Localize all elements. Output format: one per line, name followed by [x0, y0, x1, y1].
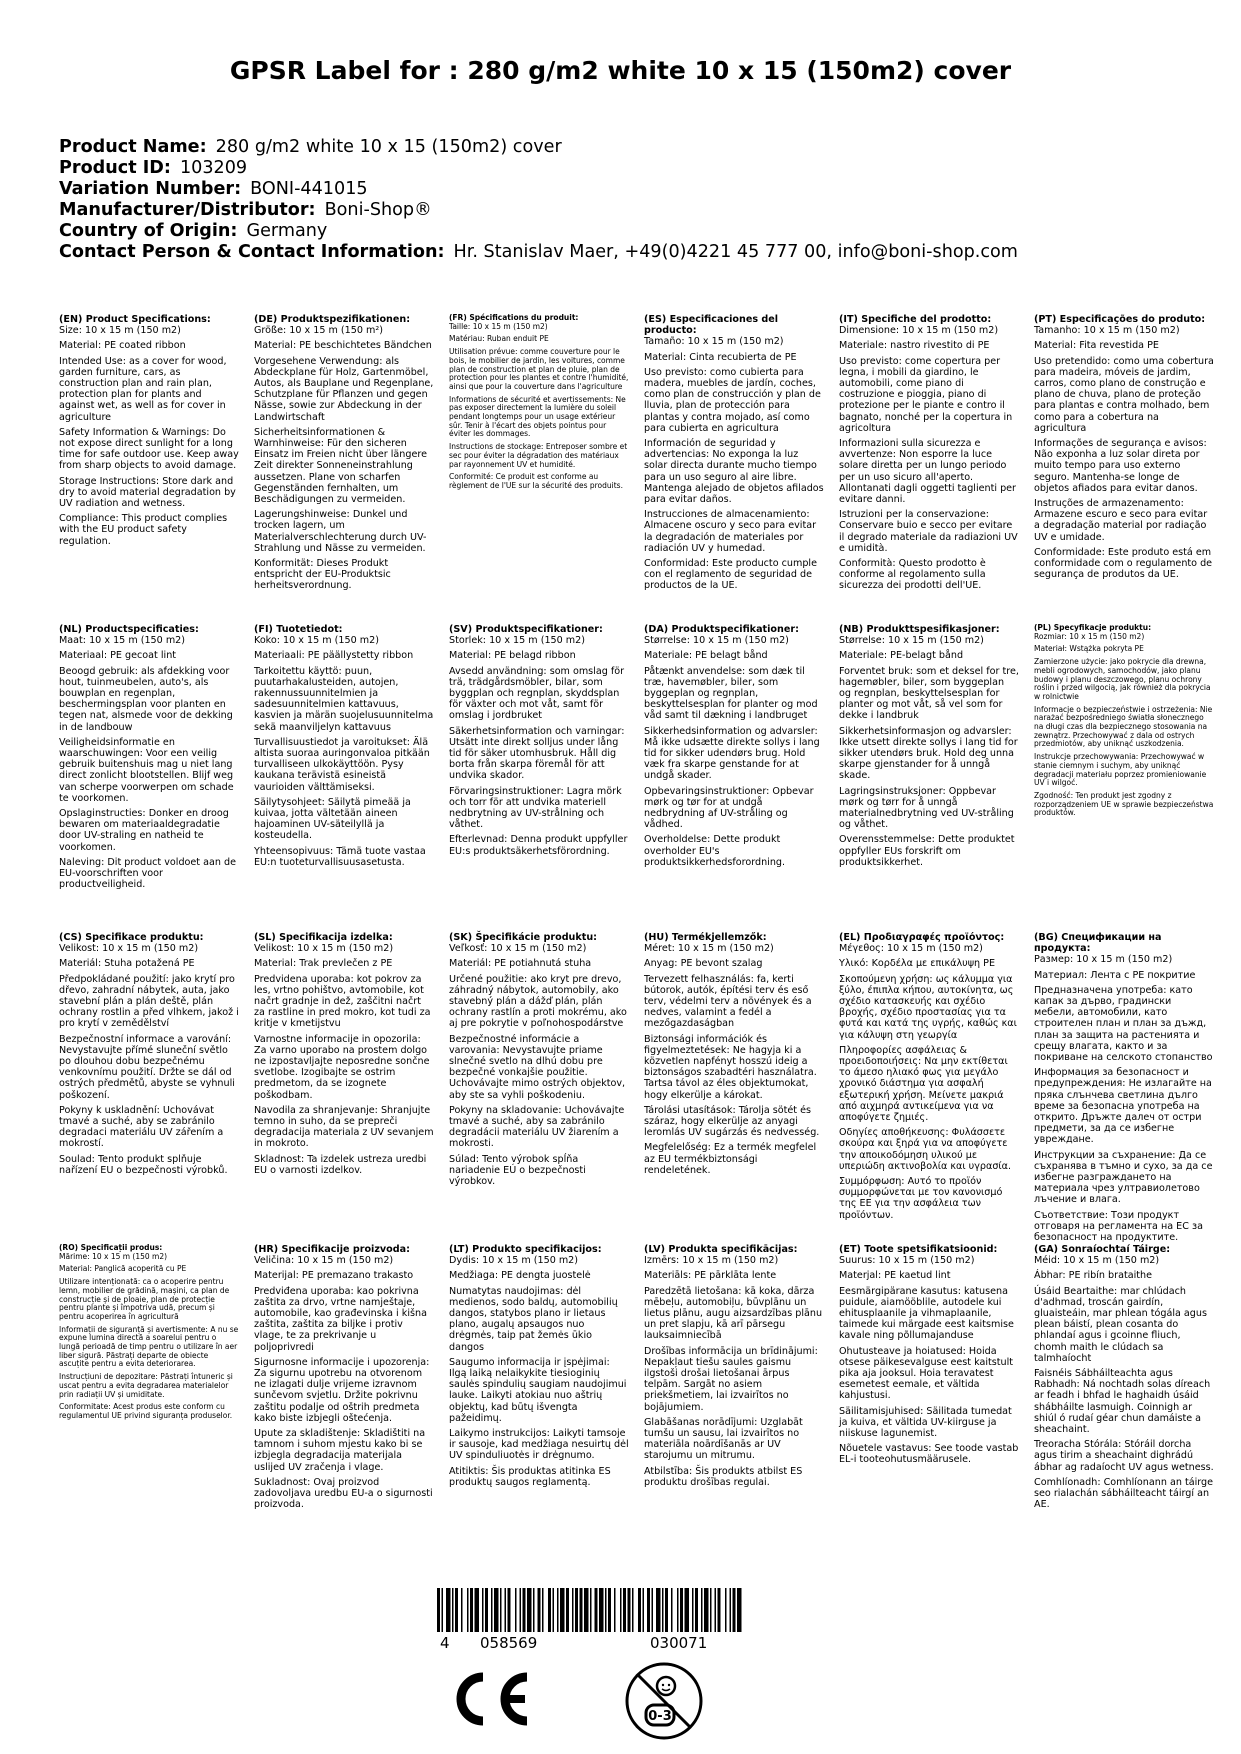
spec-paragraph: Tervezett felhasználás: fa, kerti bútorok, autók, építési terv és eső terv, védelmi terv a növények és a nedves, valamint a fedél a mezőgazdaságban — [644, 973, 812, 1030]
barcode-bar — [467, 1588, 469, 1632]
barcode-bar — [710, 1588, 712, 1632]
spec-paragraph: Efterlevnad: Denna produkt uppfyller EU:s produktsäkerhetsförordning. — [449, 834, 628, 857]
barcode-bar — [599, 1588, 604, 1632]
spec-heading: (NB) Produkttspesifikasjoner: — [839, 624, 1000, 635]
spec-paragraph: Yhteensopivuus: Tämä tuote vastaa EU:n tuoteturvallisuusasetusta. — [254, 845, 426, 868]
barcode-bar — [614, 1588, 616, 1632]
barcode-bar — [566, 1588, 569, 1632]
spec-heading: (LT) Produkto specifikacijos: — [449, 1244, 602, 1255]
contact-label: Contact Person & Contact Information: — [59, 242, 445, 262]
spec-paragraph: Anyag: PE bevont szalag — [644, 958, 763, 970]
spec-paragraph: Safety Information & Warnings: Do not expose direct sunlight for a long time for safe outdoor use. Keep away from sharp objects to avoid damage. — [59, 426, 239, 472]
variation-number-row — [59, 179, 1018, 200]
spec-heading: (EL) Προδιαγραφές προϊόντος: — [839, 932, 1005, 943]
barcode — [437, 1588, 747, 1636]
spec-block — [254, 1244, 434, 1514]
spec-paragraph: Informacje o bezpieczeństwie i ostrzeżenia: Nie narażać bezpośredniego światła słonecznego na długi czas dla bezpiecznego stosowania na zewnątrz. Przechowywać z dala od ostrych przedmiotów, aby uniknąć uszkodzenia. — [1034, 704, 1213, 749]
spec-block — [839, 314, 1019, 596]
spec-paragraph: Naleving: Dit product voldoet aan de EU-voorschriften voor productveiligheid. — [59, 856, 236, 891]
spec-paragraph: Vorgesehene Verwendung: als Abdeckplane für Holz, Gartenmöbel, Autos, als Bauplane und Regenplane, Schutzplane für Pflanzen und gegen Nässe, sowie zur Abdeckung in der Landwirtschaft — [254, 355, 434, 423]
spec-heading: (LV) Produkta specifikācijas: — [644, 1244, 798, 1255]
spec-block — [644, 932, 824, 1180]
spec-paragraph: Overholdelse: Dette produkt overholder EU's produktsikkerhedsforordning. — [644, 834, 786, 868]
spec-heading: (DA) Produktspecifikationer: — [644, 624, 799, 635]
spec-paragraph: Turvallisuustiedot ja varoitukset: Älä altista suoraa auringonvaloa pitkään turvalliseen ulkokäyttöön. Pysy kaukana terävistä esineistä vaurioiden välttämiseksi. — [254, 736, 430, 793]
spec-paragraph: Faisnéis Sábháilteachta agus Rabhadh: Ná nochtadh solas díreach ar feadh i bhfad le haghaidh úsáid shábháilte lasmuigh. Coinnigh ar shiúl ó rudaí géar chun damáiste a sheachaint. — [1034, 1368, 1211, 1436]
spec-block — [254, 624, 434, 872]
spec-paragraph: Atbilstība: Šis produkts atbilst ES produktu drošības regulai. — [644, 1465, 803, 1488]
barcode-bar — [685, 1588, 690, 1632]
spec-paragraph: Lagringsinstruksjoner: Oppbevar mørk og tørr for å unngå materialnedbrytning ved UV-stråling og våthet. — [839, 785, 1014, 831]
barcode-bar — [704, 1588, 709, 1632]
spec-paragraph: Zgodność: Ten produkt jest zgodny z rozporządzeniem UE w sprawie bezpieczeństwa produktów. — [1034, 790, 1214, 818]
spec-paragraph: Medžiaga: PE dengta juostelė — [449, 1270, 591, 1282]
spec-block — [1034, 624, 1214, 822]
spec-paragraph: Material: PE belagd ribbon — [449, 650, 576, 662]
spec-heading: (NL) Productspecificaties: — [59, 624, 199, 635]
spec-heading: (CS) Specifikace produktu: — [59, 932, 204, 943]
product-name-value: 280 g/m2 white 10 x 15 (150m2) cover — [215, 137, 562, 157]
barcode-bar — [662, 1588, 664, 1632]
spec-paragraph: Materiaal: PE gecoat lint — [59, 650, 177, 662]
spec-block — [839, 1244, 1019, 1470]
spec-paragraph: Eesmärgipärane kasutus: katusena puidule, aiamööblile, autodele kui ehitusplaanile ja vihmaplaanile, taimede kui märgade eest kaitsmise kavale ning põllumajanduse — [839, 1285, 1014, 1342]
spec-paragraph: Treoracha Stórála: Stóráil dorcha agus tirim a sheachaint dighrádú ábhar ag radaíocht UV agus wetness. — [1034, 1439, 1214, 1473]
spec-paragraph: Säilytysohjeet: Säilytä pimeää ja kuivaa, jotta vältetään aineen hajoaminen UV-säteilyllä ja kosteudella. — [254, 796, 411, 842]
spec-paragraph: Material: Panglică acoperită cu PE — [59, 1264, 187, 1274]
spec-heading: (GA) Sonraíochtaí Táirge: — [1034, 1244, 1171, 1255]
spec-paragraph: Informazioni sulla sicurezza e avvertenze: Non esporre la luce solare diretta per un lungo periodo per un uso sicuro all'aperto. Allontanati dagli oggetti taglienti per evitare danni. — [839, 438, 1017, 506]
page-title: GPSR Label for : 280 g/m2 white 10 x 15 (150m2) cover — [229, 56, 1012, 85]
spec-block — [59, 1244, 239, 1425]
product-id-label: Product ID: — [59, 158, 171, 178]
spec-paragraph: Megfelelőség: Ez a termék megfelel az EU termékbiztonsági rendeletének. — [644, 1142, 817, 1176]
spec-paragraph: Bezpečnostní informace a varování: Nevystavujte přímé sluneční světlo po dlouhou dobu bezpečnému venkovnímu použití. Držte se dál od ostrých předmětů, abyste se vyhnuli poškození. — [59, 1033, 235, 1101]
barcode-bar — [575, 1588, 578, 1632]
spec-paragraph: Säilitamisjuhised: Säilitada tumedat ja kuiva, et vältida UV-kiirguse ja niiskuse lagunemist. — [839, 1405, 1012, 1440]
spec-paragraph: Σκοπούμενη χρήση: ως κάλυμμα για ξύλο, έπιπλα κήπου, αυτοκίνητα, ως σχέδιο κατασκευής και σχέδιο βροχής, σχέδιο προστασίας για τα φυτά και κατά της υγρής, καθώς και για κάλυψη στη γεωργία — [839, 973, 1017, 1041]
spec-paragraph: Dimensione: 10 x 15 m (150 m2) — [839, 325, 999, 337]
spec-paragraph: Méid: 10 x 15 m (150 m2) — [1034, 1255, 1160, 1267]
spec-paragraph: Glabāšanas norādījumi: Uzglabāt tumšu un sausu, lai izvairītos no materiāla noārdīšanās ar UV starojumu un mitrumu. — [644, 1416, 803, 1462]
barcode-bar — [553, 1588, 555, 1632]
spec-paragraph: Materiał: Wstążka pokryta PE — [1034, 644, 1144, 654]
spec-paragraph: Размер: 10 x 15 m (150 m2) — [1034, 954, 1173, 966]
spec-paragraph: Informații de siguranță și avertismente: A nu se expune lumina directă a soarelui pentru o lungă perioadă de timp pentru o utilizare în aer liber sigură. Păstrați departe de obiecte ascuțite pentru a evita deteriorarea. — [59, 1324, 239, 1369]
barcode-bar — [730, 1588, 732, 1632]
spec-paragraph: Μέγεθος: 10 x 15 m (150 m2) — [839, 943, 983, 955]
barcode-bar — [442, 1588, 444, 1632]
spec-paragraph: Instructions de stockage: Entreposer sombre et sec pour éviter la dégradation des matériaux par rayonnement UV et humidité. — [449, 442, 628, 469]
spec-block — [839, 932, 1019, 1225]
barcode-bar — [557, 1588, 559, 1632]
manufacturer-row — [59, 200, 1018, 221]
spec-paragraph: Materiāls: PE pārklāta lente — [644, 1270, 777, 1282]
spec-paragraph: Conformità: Questo prodotto è conforme al regolamento sulla sicurezza dei prodotti dell'UE. — [839, 558, 986, 592]
spec-heading: (ET) Toote spetsifikatsioonid: — [839, 1244, 998, 1255]
spec-paragraph: Saugumo informacija ir įspėjimai: Ilgą laiką nelaikykite tiesioginių saulės spindulių saugiam naudojimui lauke. Laikyti atokiau nuo aštrių objektų, kad būtų išvengta pažeidimų. — [449, 1356, 627, 1424]
spec-paragraph: Uso previsto: como cubierta para madera, muebles de jardín, coches, como plan de construcción y plan de lluvia, plan de protección para plantas y contra mojado, así como para cubierta en agricultura — [644, 366, 821, 434]
spec-heading: (PL) Specyfikacje produktu: — [1034, 623, 1152, 632]
spec-paragraph: Tarkoitettu käyttö: puun, puutarhakalusteiden, autojen, rakennussuunnitelmien ja sadesuunnitelmien kattavuus, kasvien ja märän suojelusuunnitelma sekä maanviljelyn kattavuus — [254, 665, 434, 733]
ce-mark-icon — [453, 1669, 535, 1733]
spec-block — [254, 314, 434, 596]
spec-paragraph: Konformität: Dieses Produkt entspricht der EU-Produktsic herheitsverordnung. — [254, 558, 391, 592]
spec-paragraph: Material: Fita revestida PE — [1034, 340, 1159, 352]
spec-paragraph: Material: PE coated ribbon — [59, 340, 186, 352]
spec-paragraph: Varnostne informacije in opozorila: Za varno uporabo na prostem dolgo ne izpostavljajte neposredne sončne svetlobe. Izogibajte se ostrim predmetom, da se izognete poškodbam. — [254, 1033, 430, 1101]
spec-paragraph: Informações de segurança e avisos: Não exponha a luz solar direta por muito tempo para uso externo seguro. Mantenha-se longe de objetos afiados para evitar danos. — [1034, 438, 1207, 494]
spec-paragraph: Uso previsto: come copertura per legna, i mobili da giardino, le automobili, come piano di costruzione e pioggia, piano di protezione per le piante e contro il bagnato, nonché per la copertura in agricoltura — [839, 355, 1013, 434]
barcode-bar — [701, 1588, 703, 1632]
spec-heading: (SV) Produktspecifikationer: — [449, 624, 603, 635]
barcode-bar — [605, 1588, 607, 1632]
variation-number-value: BONI-441015 — [250, 179, 368, 199]
barcode-bars — [437, 1588, 747, 1632]
spec-paragraph: Pokyny k uskladnění: Uchovávat tmavé a suché, aby se zabránilo degradaci materiálu UV zářením a mokrostí. — [59, 1104, 224, 1150]
spec-paragraph: Rozmiar: 10 x 15 m (150 m2) — [1034, 631, 1145, 641]
spec-paragraph: Dydis: 10 x 15 m (150 m2) — [449, 1255, 579, 1267]
not-for-children-0-3-icon — [623, 1660, 705, 1746]
barcode-bar — [515, 1588, 517, 1632]
spec-paragraph: Materjal: PE kaetud lint — [839, 1270, 951, 1282]
barcode-bar — [733, 1588, 736, 1632]
spec-heading: (SL) Specifikacija izdelka: — [254, 932, 393, 943]
spec-paragraph: Ohutusteave ja hoiatused: Hoida otsese päikesevalguse eest kaitstult pika aja jooksul. Hoia teravatest esemetest eemale, et vältida kahjustusi. — [839, 1345, 1014, 1402]
spec-paragraph: Velikost: 10 x 15 m (150 m2) — [59, 943, 199, 955]
spec-paragraph: Navodila za shranjevanje: Shranjujte temno in suho, da se prepreči degradacija materiala z UV sevanjem in mokroto. — [254, 1104, 434, 1150]
spec-paragraph: Tárolási utasítások: Tárolja sötét és száraz, hogy elkerülje az anyagi leromlás UV sugárzás és nedvesség. — [644, 1104, 820, 1139]
barcode-bar — [677, 1588, 679, 1632]
barcode-bar — [590, 1588, 592, 1632]
barcode-bar — [533, 1588, 535, 1632]
spec-paragraph: Méret: 10 x 15 m (150 m2) — [644, 943, 774, 955]
spec-paragraph: Soulad: Tento produkt splňuje nařízení EU o bezpečnosti výrobků. — [59, 1153, 228, 1176]
barcode-bar — [470, 1588, 473, 1632]
barcode-bar — [632, 1588, 634, 1632]
spec-block — [1034, 314, 1214, 584]
spec-block — [449, 932, 629, 1191]
spec-paragraph: Instrucciones de almacenamiento: Almacene oscuro y seco para evitar la degradación de materiales por radiación UV y humedad. — [644, 509, 817, 554]
spec-paragraph: Opbevaringsinstruktioner: Opbevar mørk og tør for at undgå nedbrydning af UV-stråling og vådhed. — [644, 785, 814, 831]
spec-paragraph: Påtænkt anvendelse: som dæk til træ, havemøbler, biler, som byggeplan og regnplan, beskyttelsesplan for planter og mod våd samt til dækning i landbruget — [644, 665, 818, 722]
barcode-bar — [452, 1588, 454, 1632]
spec-heading: (DE) Produktspezifikationen: — [254, 314, 411, 325]
product-id-value: 103209 — [179, 158, 248, 178]
spec-paragraph: Predviđena uporaba: kao pokrivna zaštita za drvo, vrtne namještaje, automobile, kao građevinska i kišna zaštita, zaštita za biljke i protiv vlage, te za prekrivanje u poljoprivredi — [254, 1285, 427, 1353]
spec-block — [449, 624, 629, 861]
barcode-bar — [505, 1588, 507, 1632]
spec-paragraph: Material: PE beschichtetes Bändchen — [254, 340, 432, 352]
spec-heading: (RO) Specificații produs: — [59, 1243, 163, 1252]
spec-paragraph: Opslaginstructies: Donker en droog bewaren om materiaaldegradatie door UV-straling en natheid te voorkomen. — [59, 808, 229, 853]
spec-paragraph: Forventet bruk: som et deksel for tre, hagemøbler, biler, som byggeplan og regnplan, beskyttelsesplan for planter og mot våt, så vel som for dekke i landbruk — [839, 665, 1019, 722]
spec-paragraph: Bezpečnostné informácie a varovania: Nevystavujte priame slnečné svetlo na dlhú dobu pre bezpečné vonkajšie použitie. Uchovávajte mimo ostrých objektov, aby ste sa vyhli poškodeniu. — [449, 1033, 626, 1101]
spec-paragraph: Uso pretendido: como uma cobertura para madeira, móveis de jardim, carros, como plano de construção e plano de chuva, plano de proteção para plantas e contra molhado, bem como para a cobertura na agricultura — [1034, 355, 1214, 434]
barcode-bar — [718, 1588, 721, 1632]
spec-paragraph: Istruzioni per la conservazione: Conservare buio e secco per evitare il degrado materiale da radiazioni UV e umidità. — [839, 509, 1018, 554]
spec-paragraph: Pokyny na skladovanie: Uchovávajte tmavé a suché, aby sa zabránilo degradácii materiálu UV žiarením a mokrosti. — [449, 1104, 625, 1150]
spec-paragraph: Størrelse: 10 x 15 m (150 m2) — [839, 635, 984, 647]
spec-block — [254, 932, 434, 1180]
barcode-bar — [494, 1588, 499, 1632]
barcode-bar — [446, 1588, 451, 1632]
contact-row — [59, 242, 1018, 263]
spec-paragraph: Koko: 10 x 15 m (150 m2) — [254, 635, 379, 647]
barcode-bar — [572, 1588, 574, 1632]
spec-paragraph: Materijal: PE premazano trakasto — [254, 1270, 414, 1282]
product-info — [59, 137, 1018, 263]
product-id-row — [59, 158, 1018, 179]
barcode-group-1: 058569 — [480, 1634, 538, 1652]
spec-paragraph: Nõuetele vastavus: See toode vastab EL-i tooteohutusmäärusele. — [839, 1443, 1019, 1466]
barcode-bar — [652, 1588, 654, 1632]
barcode-bar — [461, 1588, 463, 1632]
barcode-bar — [737, 1588, 742, 1632]
spec-paragraph: Οδηγίες αποθήκευσης: Φυλάσσετε σκούρα και ξηρά για να αποφύγετε την αποικοδόμηση υλικού με υπεριώδη ακτινοβολία και υγρασία. — [839, 1127, 1012, 1172]
barcode-bar — [680, 1588, 683, 1632]
spec-paragraph: Informations de sécurité et avertissements: Ne pas exposer directement la lumière du soleil pendant longtemps pour un usage extérieur sûr. Tenir à l'écart des objets pointus pour éviter les dommages. — [449, 394, 626, 439]
country-label: Country of Origin: — [59, 221, 238, 241]
spec-paragraph: Информация за безопасност и предупреждения: Не излагайте на пряка слънчева светлина дълго време за безопасна употреба на открито. Дръжте далеч от остри предмети, за да се избегне увреждане. — [1034, 1067, 1212, 1146]
spec-heading: (FI) Tuotetiedot: — [254, 624, 343, 635]
spec-heading: (HU) Termékjellemzők: — [644, 932, 767, 943]
spec-paragraph: Úsáid Beartaithe: mar chlúdach d'adhmad, troscán gairdín, gluaisteáin, mar phlean tógála agus plean báistí, plean cosanta do phlandaí agus i gcoinne fliuch, chomh maith le clúdach sa talmhaíocht — [1034, 1285, 1207, 1364]
spec-paragraph: Storage Instructions: Store dark and dry to avoid material degradation by UV radiation and wetness. — [59, 475, 236, 510]
barcode-bar — [560, 1588, 565, 1632]
spec-block — [644, 1244, 824, 1492]
barcode-bar — [475, 1588, 480, 1632]
barcode-bar — [643, 1588, 645, 1632]
spec-paragraph: Určené použitie: ako kryt pre drevo, záhradný nábytok, automobily, ako stavebný plán a dážď plán, plán ochrany rastlín a proti mokrému, ako aj pre pokrytie v poľnohospodárstve — [449, 973, 627, 1030]
barcode-bar — [523, 1588, 526, 1632]
spec-heading: (PT) Especificações do produto: — [1034, 314, 1206, 325]
barcode-bar — [455, 1588, 458, 1632]
spec-paragraph: Sukladnost: Ovaj proizvod zadovoljava uredbu EU-a o sigurnosti proizvoda. — [254, 1476, 433, 1511]
spec-paragraph: Material: Trak prevlečen z PE — [254, 958, 393, 970]
barcode-bar — [638, 1588, 641, 1632]
spec-paragraph: Πληροφορίες ασφάλειας & προειδοποιήσεις: Να μην εκτίθεται το άμεσο ηλιακό φως για μεγάλο χρονικό διάστημα για ασφαλή εξωτερική χρήση. Μείνετε μακριά από αιχμηρά αντικείμενα για να αποφύγετε ζημιές. — [839, 1044, 1008, 1124]
barcode-bar — [623, 1588, 626, 1632]
spec-paragraph: Maat: 10 x 15 m (150 m2) — [59, 635, 186, 647]
spec-paragraph: Conformidade: Este produto está em conformidade com o regulamento de segurança de produtos da UE. — [1034, 546, 1213, 581]
manufacturer-label: Manufacturer/Distributor: — [59, 200, 316, 220]
barcode-bar — [671, 1588, 673, 1632]
product-name-row — [59, 137, 1018, 158]
barcode-bar — [485, 1588, 488, 1632]
spec-paragraph: Ábhar: PE ribín brataithe — [1034, 1270, 1153, 1282]
spec-paragraph: Numatytas naudojimas: dėl medienos, sodo baldų, automobilių dangos, statybos plano ir lietaus plano, augalų apsaugos nuo drėgmės, taip pat žemės ūkio dangos — [449, 1285, 618, 1353]
barcode-bar — [656, 1588, 661, 1632]
spec-heading: (BG) Спецификации на продукта: — [1034, 932, 1162, 955]
spec-paragraph: Materiaali: PE päällystetty ribbon — [254, 650, 414, 662]
spec-paragraph: Lagerungshinweise: Dunkel und trocken lagern, um Materialverschlechterung durch UV-Strahlung und Nässe zu vermeiden. — [254, 509, 427, 554]
spec-heading: (HR) Specifikacije proizvoda: — [254, 1244, 410, 1255]
spec-paragraph: Utilisation prévue: comme couverture pour le bois, le mobilier de jardin, les voitures, comme plan de construction et plan de pluie, plan de protection pour les plantes et contre l'humidité, ainsi que pour la couverture dans l'agriculture — [449, 347, 629, 391]
spec-heading: (EN) Product Specifications: — [59, 314, 211, 325]
barcode-bar — [520, 1588, 522, 1632]
country-row — [59, 221, 1018, 242]
spec-paragraph: Información de seguridad y advertencias: No exponga la luz solar directa durante mucho tiempo para un uso seguro al aire libre. Mantenga alejado de objetos afilados para evitar daños. — [644, 438, 824, 506]
spec-paragraph: Materiál: PE potiahnutá stuha — [449, 958, 592, 970]
variation-number-label: Variation Number: — [59, 179, 242, 199]
spec-paragraph: Veľkosť: 10 x 15 m (150 m2) — [449, 943, 587, 955]
barcode-bar — [527, 1588, 532, 1632]
spec-paragraph: Conformité: Ce produit est conforme au règlement de l'UE sur la sécurité des produits. — [449, 472, 623, 490]
spec-block — [644, 624, 824, 872]
spec-block — [449, 1244, 629, 1492]
spec-block — [449, 314, 629, 495]
spec-paragraph: Sigurnosne informacije i upozorenja: Za sigurnu upotrebu na otvorenom ne izlagati dulje vrijeme izravnom sunčevom svjetlu. Držite pokrivnu zaštitu podalje od oštrih predmeta kako biste izbjegli oštećenja. — [254, 1356, 430, 1424]
spec-paragraph: Инструкции за съхранение: Да се съхранява в тъмно и сухо, за да се избегне разграждането на материала чрез ултравиолетово лъчение и влага. — [1034, 1149, 1213, 1206]
spec-paragraph: Материал: Лента с PE покритие — [1034, 969, 1196, 981]
spec-paragraph: Taille: 10 x 15 m (150 m2) — [449, 321, 548, 331]
spec-paragraph: Intended Use: as a cover for wood, garden furniture, cars, as construction plan and rain plan, protection plan for plants and against wet, as well as for cover in agriculture — [59, 355, 227, 423]
spec-paragraph: Υλικό: Κορδέλα με επικάλυψη PE — [839, 958, 996, 970]
spec-paragraph: Съответствие: Този продукт отговаря на регламента на ЕС за безопасност на продуктите. — [1034, 1209, 1203, 1244]
barcode-bar — [508, 1588, 511, 1632]
spec-paragraph: Sikkerhetsinformasjon og advarsler: Ikke utsett direkte sollys i lang tid for sikker utendørs bruk. Hold deg unna skarpe gjenstander for å unngå skade. — [839, 725, 1018, 782]
spec-paragraph: Beoogd gebruik: als afdekking voor hout, tuinmeubelen, auto's, als bouwplan en regenplan, beschermingsplan voor planten en tegen nat, alsmede voor de dekking in de landbouw — [59, 665, 233, 733]
spec-block — [839, 624, 1019, 872]
barcode-bar — [538, 1588, 541, 1632]
barcode-prefix: 4 — [440, 1634, 450, 1652]
spec-paragraph: Utilizare intenționată: ca o acoperire pentru lemn, mobilier de grădină, mașini, ca plan de construcție și de ploaie, plan de protecție pentru plante și împotriva udă, precum și pentru acoperirea în agricultură — [59, 1277, 230, 1321]
spec-block — [1034, 932, 1214, 1247]
spec-paragraph: Instruções de armazenamento: Armazene escuro e seco para evitar a degradação material por radiação UV e umidade. — [1034, 498, 1208, 543]
spec-paragraph: Biztonsági információk és figyelmeztetések: Ne hagyja ki a közvetlen napfényt hosszú ideig a biztonságos szabadtéri használatra. Tartsa távol az éles objektumokat, hogy elkerülje a károkat. — [644, 1033, 817, 1101]
spec-paragraph: Tamanho: 10 x 15 m (150 m2) — [1034, 325, 1180, 337]
spec-paragraph: Upute za skladištenje: Skladištiti na tamnom i suhom mjestu kako bi se izbjegla degradacija materijala uslijed UV zračenja i vlage. — [254, 1428, 426, 1473]
spec-heading: (IT) Specifiche del prodotto: — [839, 314, 992, 325]
spec-paragraph: Zamierzone użycie: jako pokrycie dla drewna, mebli ogrodowych, samochodów, jako planu budowy i planu deszczowego, planu ochrony roślin i przed wilgocią, jak również dla pokrycia w rolnictwie — [1034, 657, 1211, 701]
barcode-bar — [584, 1588, 589, 1632]
spec-paragraph: Atitiktis: Šis produktas atitinka ES produktų saugos reglamentą. — [449, 1465, 611, 1488]
spec-paragraph: Предназначена употреба: като капак за дърво, градински мебели, автомобили, като строителен план и план за дъжд, план за защита на растенията и срещу влагата, както и за покриване на селското стопанство — [1034, 984, 1213, 1064]
spec-paragraph: Súlad: Tento výrobok spĺňa nariadenie EÚ o bezpečnosti výrobkov. — [449, 1153, 586, 1188]
spec-paragraph: Instrucțiuni de depozitare: Păstrați întuneric și uscat pentru a evita degradarea materialelor prin radiații UV și umiditate. — [59, 1372, 233, 1399]
spec-paragraph: Compliance: This product complies with the EU product safety regulation. — [59, 513, 228, 547]
spec-paragraph: Skladnost: Ta izdelek ustreza uredbi EU o varnosti izdelkov. — [254, 1153, 427, 1176]
spec-paragraph: Conformitate: Acest produs este conform cu regulamentul UE privind siguranța produselor. — [59, 1402, 233, 1420]
spec-block — [644, 314, 824, 596]
barcode-bar — [665, 1588, 668, 1632]
spec-heading: (ES) Especificaciones del producto: — [644, 314, 779, 337]
spec-paragraph: Sicherheitsinformationen & Warnhinweise: Für den sicheren Einsatz im Freien nicht über längere Zeit direkter Sonneneinstrahlung aussetzen. Plane von scharfen Gegenständen fernhalten, um Beschädigungen zu vermeiden. — [254, 426, 427, 506]
spec-block — [59, 932, 239, 1180]
spec-block — [59, 314, 239, 551]
spec-paragraph: Größe: 10 x 15 m (150 m²) — [254, 325, 383, 337]
spec-paragraph: Material: Cinta recubierta de PE — [644, 351, 797, 363]
spec-paragraph: Mărime: 10 x 15 m (150 m2) — [59, 1251, 168, 1261]
spec-paragraph: Overensstemmelse: Dette produktet oppfyller EUs forskrift om produktsikkerhet. — [839, 834, 1015, 868]
spec-paragraph: Velikost: 10 x 15 m (150 m2) — [254, 943, 394, 955]
spec-paragraph: Předpokládané použití: jako krytí pro dřevo, zahradní nábytek, auta, jako stavební plán a plán deště, plán ochrany rostlin a před vlhkem, jakož i pro krytí v zemědělství — [59, 973, 239, 1030]
barcode-bar — [491, 1588, 493, 1632]
spec-paragraph: Förvaringsinstruktioner: Lagra mörk och torr för att undvika materiell nedbrytning av UV-strålning och våthet. — [449, 785, 622, 831]
barcode-bar — [437, 1588, 440, 1632]
barcode-group-2: 030071 — [650, 1634, 708, 1652]
spec-paragraph: Drošības informācija un brīdinājumi: Nepakļaut tiešu saules gaismu ilgstoši drošai lietošanai ārpus telpām. Sargāt no asiem priekšmetiem, lai izvairītos no bojājumiem. — [644, 1345, 818, 1413]
barcode-bar — [580, 1588, 583, 1632]
spec-heading: (SK) Špecifikácie produktu: — [449, 932, 598, 943]
manufacturer-value: Boni-Shop® — [324, 200, 432, 220]
barcode-bar — [608, 1588, 611, 1632]
spec-paragraph: Izmērs: 10 x 15 m (150 m2) — [644, 1255, 779, 1267]
spec-paragraph: Avsedd användning: som omslag för trä, trädgårdsmöbler, bilar, som byggplan och regnplan, skyddsplan för växter och mot våt, samt för omslag i jordbruket — [449, 665, 625, 722]
barcode-bar — [595, 1588, 598, 1632]
barcode-bar — [647, 1588, 650, 1632]
barcode-bar — [695, 1588, 698, 1632]
spec-paragraph: Tamaño: 10 x 15 m (150 m2) — [644, 336, 784, 348]
product-name-label: Product Name: — [59, 137, 207, 157]
spec-paragraph: Säkerhetsinformation och varningar: Utsätt inte direkt solljus under lång tid för säker utomhusbruk. Håll dig borta från skarpa föremål för att undvika skador. — [449, 725, 625, 782]
spec-paragraph: Storlek: 10 x 15 m (150 m2) — [449, 635, 586, 647]
spec-paragraph: Materiale: PE-belagt bånd — [839, 650, 964, 662]
spec-paragraph: Size: 10 x 15 m (150 m2) — [59, 325, 181, 337]
barcode-bar — [500, 1588, 502, 1632]
spec-paragraph: Conformidad: Este producto cumple con el reglamento de seguridad de productos de la UE. — [644, 558, 817, 592]
barcode-bar — [692, 1588, 694, 1632]
spec-paragraph: Suurus: 10 x 15 m (150 m2) — [839, 1255, 975, 1267]
barcode-bar — [725, 1588, 727, 1632]
barcode-bar — [628, 1588, 631, 1632]
spec-paragraph: Paredzētā lietošana: kā koka, dārza mēbeļu, automobiļu, būvplānu un lietus plānu, augu aizsardzības plānu un pret slapju, kā arī pārsegu lauksaimniecībā — [644, 1285, 823, 1342]
spec-heading: (FR) Spécifications du produit: — [449, 313, 579, 322]
spec-paragraph: Veiligheidsinformatie en waarschuwingen: Voor een veilig gebruik buitenshuis mag u niet lang direct zonlicht blootstellen. Blijf weg van scherpe voorwerpen om schade te voorkomen. — [59, 736, 234, 804]
spec-paragraph: Sikkerhedsinformation og advarsler: Må ikke udsætte direkte sollys i lang tid for sikker udendørs brug. Hold væk fra skarpe genstande for at undgå skader. — [644, 725, 820, 782]
spec-paragraph: Veličina: 10 x 15 m (150 m2) — [254, 1255, 394, 1267]
barcode-bar — [548, 1588, 551, 1632]
age-label: 0-3 — [648, 1709, 672, 1724]
spec-paragraph: Materiale: nastro rivestito di PE — [839, 340, 990, 352]
spec-paragraph: Instrukcje przechowywania: Przechowywać w stanie ciemnym i suchym, aby uniknąć degradacji materiału poprzez promieniowanie UV i wilgoć. — [1034, 752, 1207, 788]
spec-paragraph: Materiale: PE belagt bånd — [644, 650, 768, 662]
contact-value: Hr. Stanislav Maer, +49(0)4221 45 777 00, info@boni-shop.com — [453, 242, 1018, 262]
spec-paragraph: Predvidena uporaba: kot pokrov za les, vrtno pohištvo, avtomobile, kot načrt gradnje in dež, zaščitni načrt za rastline in pred mokro, kot tudi za kritje v kmetijstvu — [254, 973, 431, 1030]
spec-block — [59, 624, 239, 894]
country-value: Germany — [246, 221, 328, 241]
spec-paragraph: Materiál: Stuha potažená PE — [59, 958, 195, 970]
barcode-bar — [715, 1588, 717, 1632]
spec-block — [1034, 1244, 1214, 1514]
barcode-bar — [542, 1588, 544, 1632]
spec-paragraph: Laikymo instrukcijos: Laikyti tamsoje ir sausoje, kad medžiaga nesuirtų dėl UV spinduliuotės ir drėgnumo. — [449, 1428, 629, 1462]
barcode-bar — [482, 1588, 484, 1632]
spec-paragraph: Συμμόρφωση: Αυτό το προϊόν συμμορφώνεται με τον κανονισμό της ΕΕ για την ασφάλεια των προϊόντων. — [839, 1176, 1003, 1221]
spec-paragraph: Matériau: Ruban enduit PE — [449, 334, 549, 344]
barcode-bar — [620, 1588, 622, 1632]
spec-paragraph: Størrelse: 10 x 15 m (150 m2) — [644, 635, 789, 647]
spec-paragraph: Comhlíonadh: Comhlíonann an táirge seo rialachán sábháilteacht táirgí an AE. — [1034, 1476, 1214, 1511]
